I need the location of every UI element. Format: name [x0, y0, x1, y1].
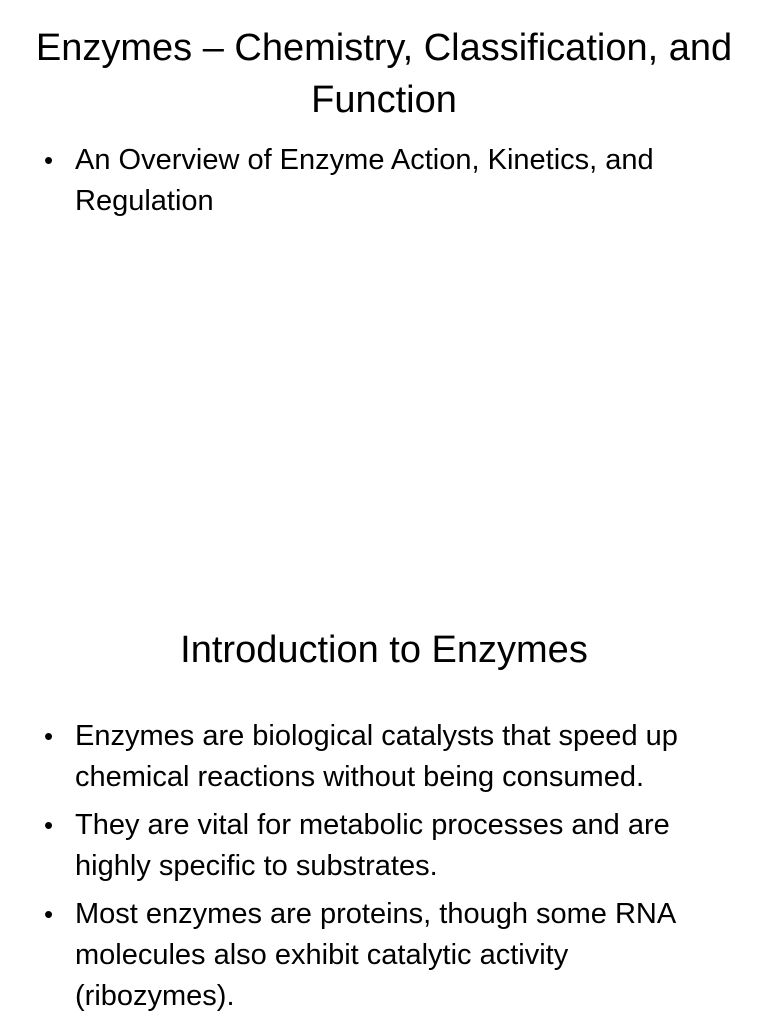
slide-title: Introduction to Enzymes [180, 629, 588, 671]
bullet-item [44, 894, 734, 1017]
bullet-icon: • [44, 721, 54, 751]
bullet-icon: • [44, 145, 54, 175]
slide-title: Enzymes – Chemistry, Classification, and Function [35, 27, 733, 121]
bullet-list [44, 716, 734, 1024]
slide-introduction [0, 512, 768, 1024]
bullet-icon: • [44, 899, 54, 929]
bullet-item [44, 805, 734, 887]
bullet-item [44, 140, 734, 222]
bullet-text: Enzymes are biological catalysts that speed up chemical reactions without being consumed. [75, 720, 678, 793]
bullet-text: An Overview of Enzyme Action, Kinetics, and Regulation [75, 144, 654, 217]
bullet-text: They are vital for metabolic processes and are highly specific to substrates. [75, 809, 670, 882]
bullet-icon: • [44, 810, 54, 840]
bullet-text: Most enzymes are proteins, though some RNA molecules also exhibit catalytic activity (ribozymes). [75, 898, 675, 1012]
bullet-item [44, 716, 734, 798]
bullet-list [44, 140, 734, 229]
